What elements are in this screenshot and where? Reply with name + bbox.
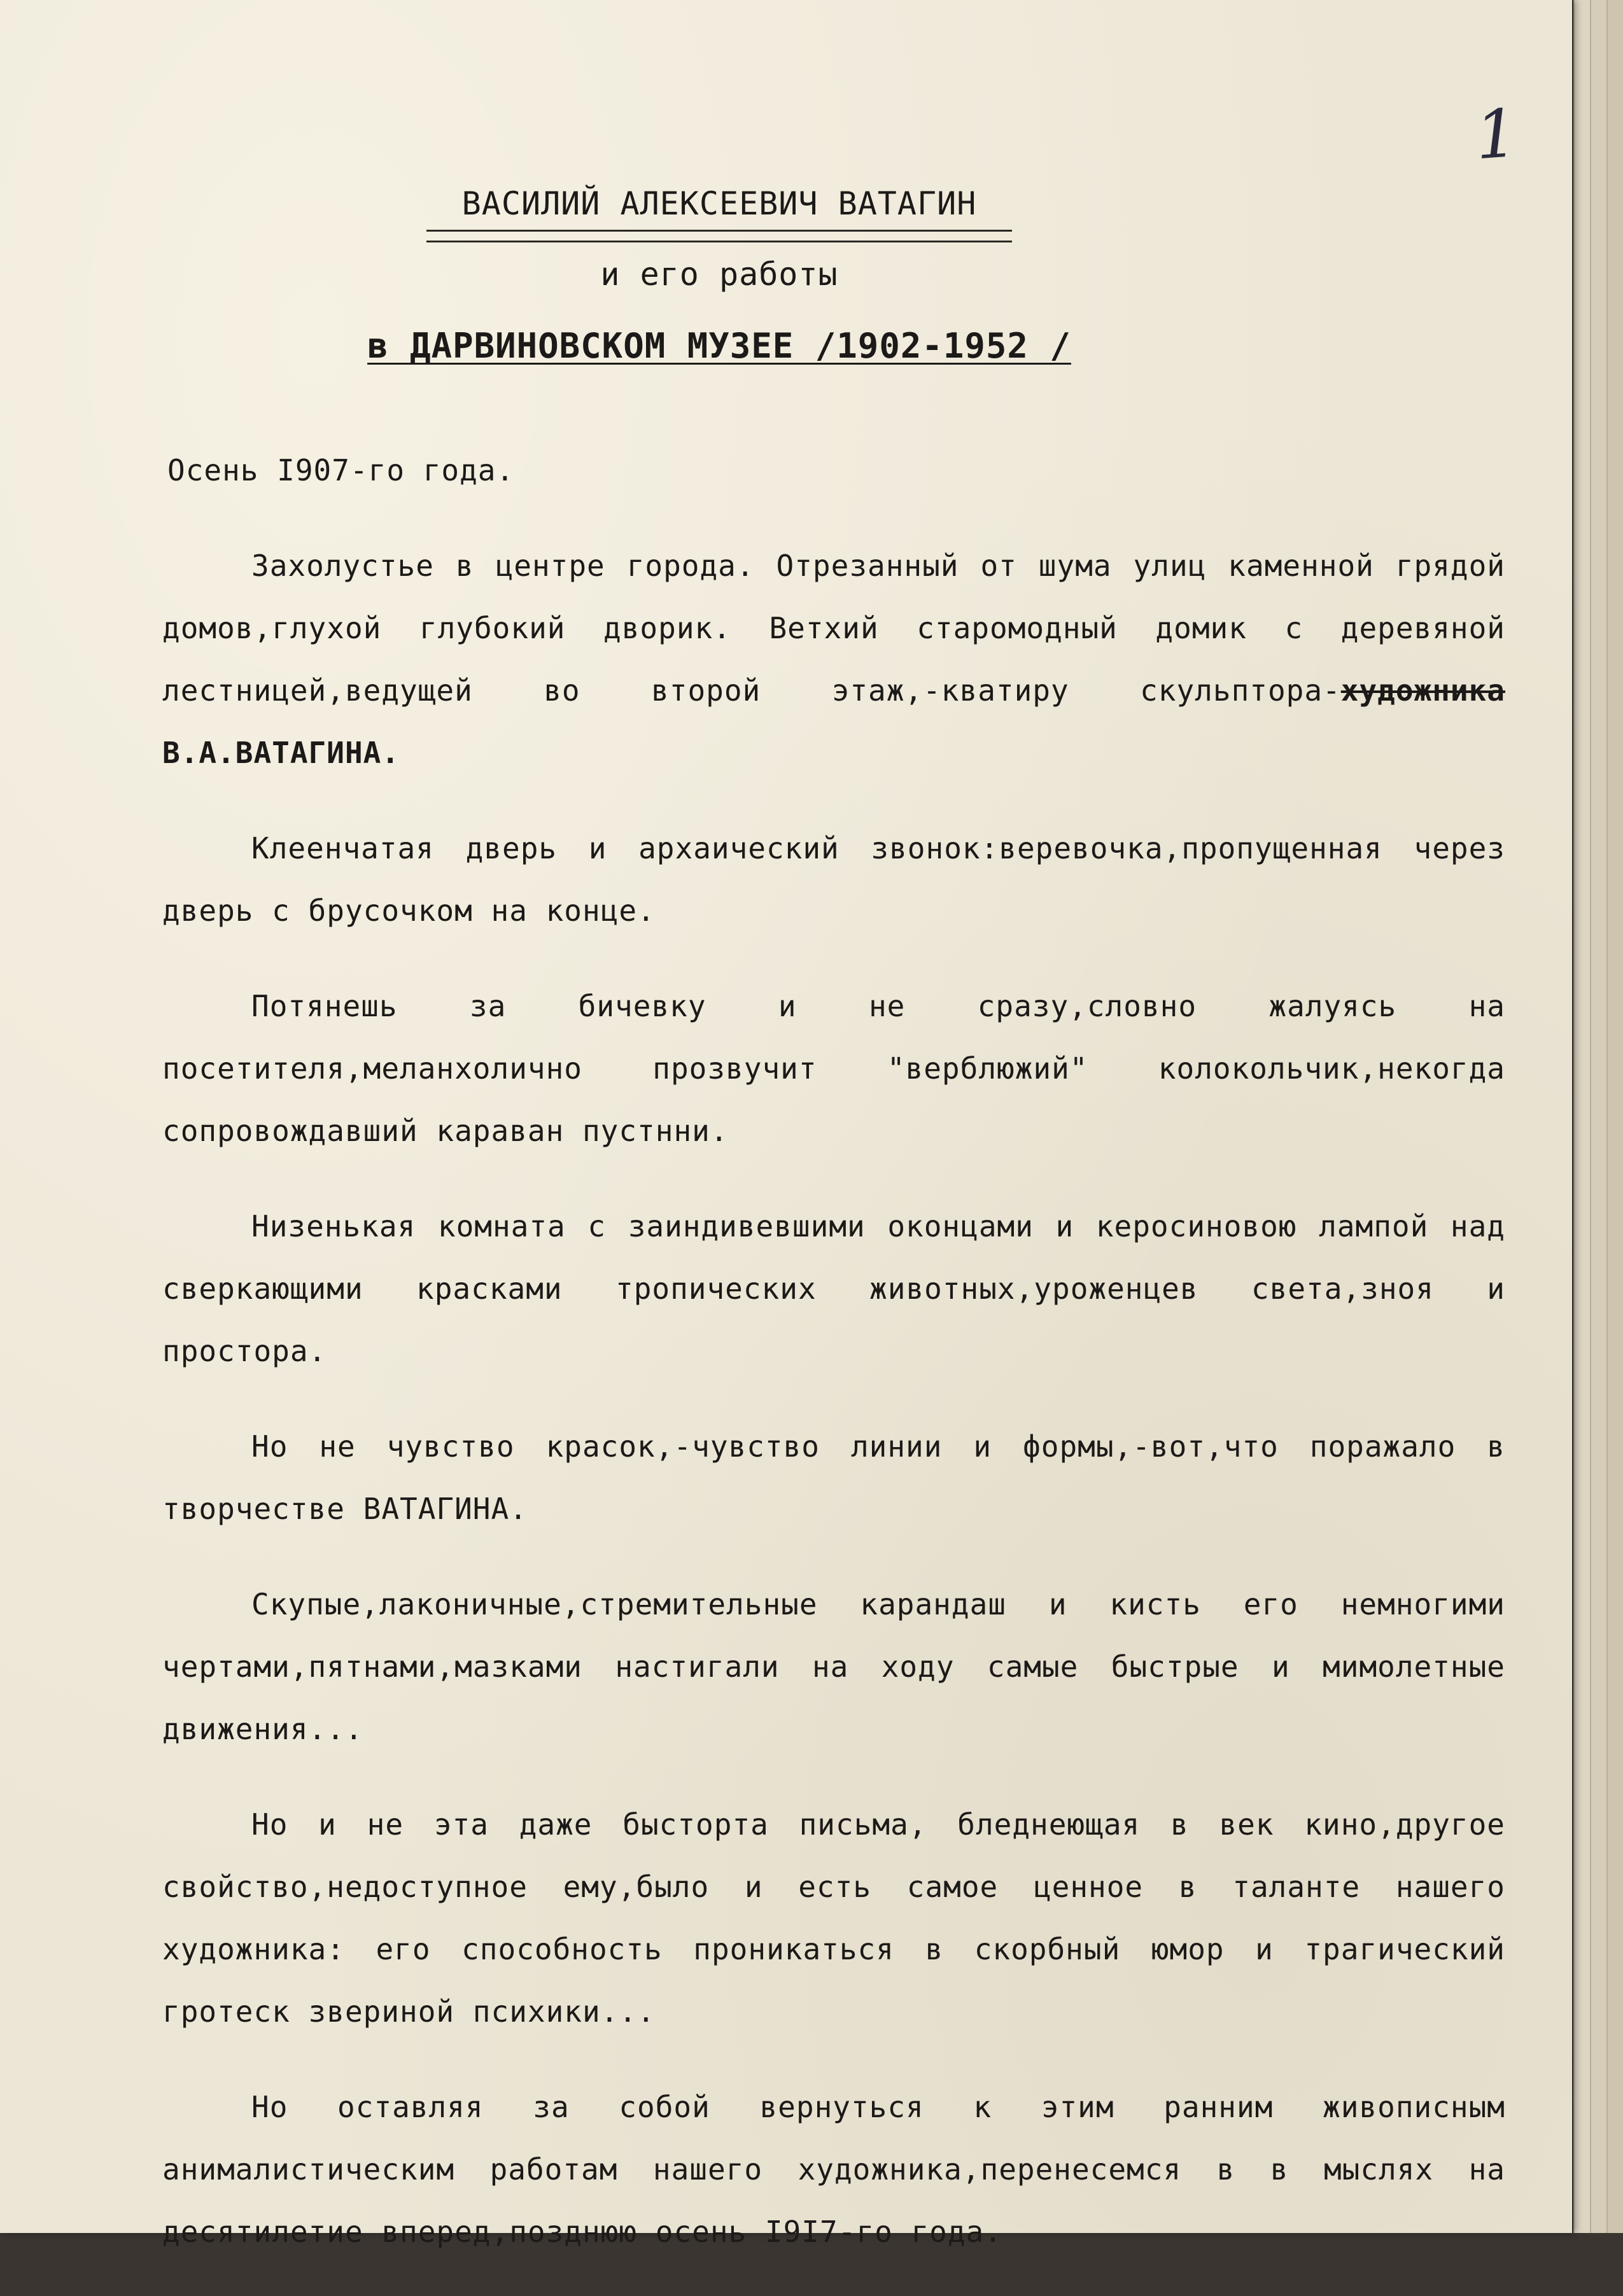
paragraph-date <box>162 439 1505 501</box>
paragraph-text: Но и не эта даже бысторта письма, бледнеющая в век кино,другое свойство,недоступное ему,было и есть самое ценное в таланте нашего художника: его способность проникаться в скорбный юмор и трагический гротеск звериной психики... <box>162 1807 1505 2029</box>
museum-title: в ДАРВИНОВСКОМ МУЗЕЕ /1902-1952 / <box>367 326 1071 366</box>
paragraph <box>162 975 1505 1162</box>
paragraph-text: Захолустье в центре города. Отрезанный от шума улиц каменной грядой домов,глухой глубокий дворик. Ветхий старомодный домик с деревяной лестницей,ведущей во второй этаж,-кватиру скульптора- <box>162 549 1505 708</box>
paragraph-text: Но оставляя за собой вернуться к этим ранним живописным анималистическим работам нашего художника,перенесемся в в мыслях на десятилетие вперед,позднюю осень I9I7-го года. <box>162 2090 1505 2249</box>
header-subtitle: и его работы <box>600 256 838 293</box>
paragraph <box>162 2076 1505 2263</box>
paragraph <box>162 1573 1505 1760</box>
paragraph <box>162 1195 1505 1382</box>
paragraph-text: Клеенчатая дверь и архаический звонок:веревочка,пропущенная через дверь с брусочком на конце. <box>162 831 1505 928</box>
author-name: ВАСИЛИЙ АЛЕКСЕЕВИЧ ВАТАГИН <box>461 185 977 222</box>
underlying-page-edge <box>1590 0 1606 2233</box>
paragraph-text: В.А.ВАТАГИНА. <box>162 736 400 770</box>
paragraph-text: Потянешь за бичевку и не сразу,словно жалуясь на посетителя,меланхолично прозвучит "верблюжий" колокольчик,некогда сопровождавший караван пустнни. <box>162 989 1505 1148</box>
paragraph <box>162 817 1505 942</box>
paragraph-text: Низенькая комната с заиндивевшими оконцами и керосиновою лампой над сверкающими красками тропических животных,уроженцев света,зноя и простора. <box>162 1209 1505 1368</box>
paragraph <box>162 535 1505 784</box>
page-number: 1 <box>1472 94 1521 175</box>
document-header <box>306 181 1133 370</box>
paragraph <box>162 1793 1505 2043</box>
underlying-page-edge <box>1573 0 1590 2233</box>
double-underline-rule <box>426 230 1012 242</box>
document-body <box>162 439 1505 2296</box>
underlying-page-edge <box>1606 0 1623 2233</box>
struck-word: художника <box>1340 673 1505 708</box>
paragraph-text: Осень I907-го года. <box>167 453 515 487</box>
paragraph <box>162 1415 1505 1540</box>
paragraph-text: Скупые,лаконичные,стремительные карандаш и кисть его немногими чертами,пятнами,мазками настигали на ходу самые быстрые и мимолетные движения... <box>162 1587 1505 1746</box>
paragraph-text: Но не чувство красок,-чувство линии и формы,-вот,что поражало в творчестве ВАТАГИНА. <box>162 1429 1505 1526</box>
